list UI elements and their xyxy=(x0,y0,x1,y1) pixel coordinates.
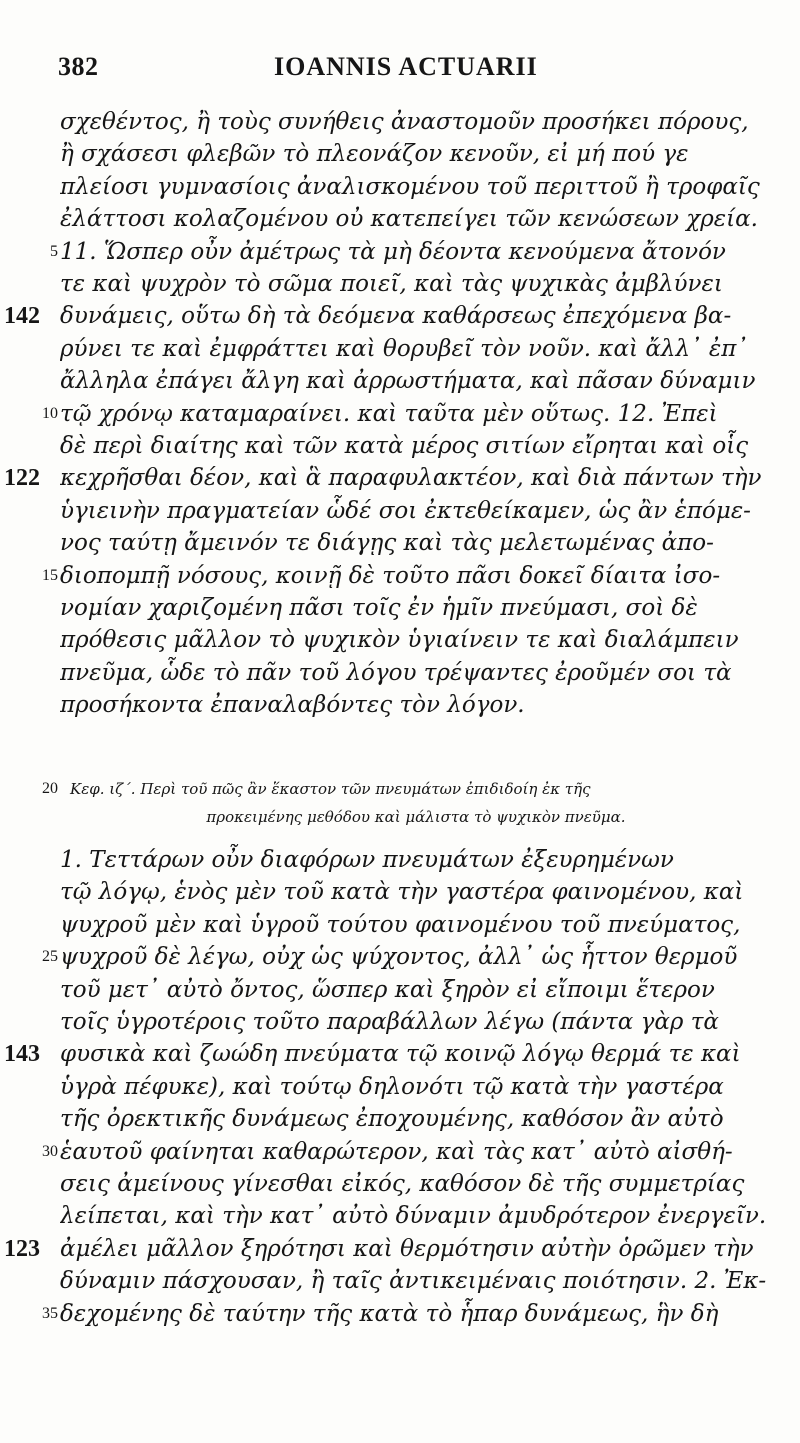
margin-page-reference: 142 xyxy=(4,303,40,330)
text-line-content: φυσικὰ καὶ ζωώδη πνεύματα τῷ κοινῷ λόγῳ θερμά τε καὶ xyxy=(60,1041,741,1068)
text-line-content: τοῦ μετ᾽ αὐτὸ ὄντος, ὥσπερ καὶ ξηρὸν εἰ εἴποιμι ἕτερον xyxy=(60,976,715,1003)
text-line xyxy=(60,657,772,689)
text-line-content: δεχομένης δὲ ταύτην τῆς κατὰ τὸ ἧπαρ δυνάμεως, ἣν δὴ xyxy=(60,1300,719,1327)
text-line xyxy=(60,1006,772,1038)
text-line xyxy=(60,495,772,527)
text-line-content: τοῖς ὑγροτέροις τοῦτο παραβάλλων λέγω (πάντα γὰρ τὰ xyxy=(60,1009,719,1035)
margin-page-reference: 122 xyxy=(4,465,40,492)
text-line-content: ἐλάττοσι κολαζομένου οὐ κατεπείγει τῶν κενώσεων χρεία. xyxy=(60,206,758,233)
text-line-content: ἀμέλει μᾶλλον ξηρότησι καὶ θερμότησιν αὐτὴν ὁρῶμεν τὴν xyxy=(60,1235,754,1262)
text-line xyxy=(60,974,772,1006)
text-line-content: πνεῦμα, ὧδε τὸ πᾶν τοῦ λόγου τρέψαντες ἐροῦμέν σοι τὰ xyxy=(60,659,732,686)
text-line-content: ψυχροῦ δὲ λέγω, οὐχ ὡς ψύχοντος, ἀλλ᾽ ὡς ἧττον θερμοῦ xyxy=(60,944,738,971)
text-line xyxy=(60,1200,772,1232)
text-line xyxy=(60,1136,772,1168)
line-number: 5 xyxy=(50,242,58,260)
text-line xyxy=(60,941,772,973)
text-line xyxy=(60,430,772,462)
text-line xyxy=(60,876,772,908)
text-line-content: σεις ἀμείνους γίνεσθαι εἰκός, καθόσον δὲ τῆς συμμετρίας xyxy=(60,1171,745,1197)
page-number: 382 xyxy=(58,52,99,81)
margin-page-reference: 143 xyxy=(4,1041,40,1068)
text-line xyxy=(60,1103,772,1135)
text-line-content: τῆς ὀρεκτικῆς δυνάμεως ἐποχουμένης, καθόσον ἂν αὐτὸ xyxy=(60,1106,724,1133)
text-line xyxy=(60,560,772,592)
text-line xyxy=(60,171,772,203)
page-header xyxy=(58,52,760,92)
text-line xyxy=(60,268,772,300)
text-line xyxy=(60,1298,772,1330)
text-line xyxy=(60,527,772,559)
text-line xyxy=(60,203,772,235)
line-number: 30 xyxy=(42,1142,58,1160)
text-line-content: ὑγρὰ πέφυκε), καὶ τούτῳ δηλονότι τῷ κατὰ τὴν γαστέρα xyxy=(60,1073,724,1100)
text-line xyxy=(60,1071,772,1103)
text-line xyxy=(60,138,772,170)
text-line xyxy=(60,624,772,656)
text-line xyxy=(60,1038,772,1070)
text-line xyxy=(60,333,772,365)
text-line-content: ρύνει τε καὶ ἐμφράττει καὶ θορυβεῖ τὸν νοῦν. καὶ ἄλλ᾽ ἐπ᾽ xyxy=(60,335,748,362)
line-number: 10 xyxy=(42,404,58,422)
text-line-content: πλείοσι γυμνασίοις ἀναλισκομένου τοῦ περιττοῦ ἢ τροφαῖς xyxy=(60,173,760,200)
text-line-content: λείπεται, καὶ τὴν κατ᾽ αὐτὸ δύναμιν ἀμυδρότερον ἐνεργεῖν. xyxy=(60,1203,767,1230)
text-line xyxy=(60,398,772,430)
line-number: 15 xyxy=(42,566,58,584)
text-line xyxy=(60,106,772,138)
text-line-content: 1. Τεττάρων οὖν διαφόρων πνευμάτων ἐξευρημένων xyxy=(60,847,674,873)
line-number: 25 xyxy=(42,948,58,966)
text-line xyxy=(60,300,772,332)
text-line-content: κεχρῆσθαι δέον, καὶ ἃ παραφυλακτέον, καὶ διὰ πάντων τὴν xyxy=(60,465,762,492)
text-line-content: νομίαν χαριζομένη πᾶσι τοῖς ἐν ἡμῖν πνεύμασι, σοὶ δὲ xyxy=(60,595,698,621)
text-line-content: ψυχροῦ μὲν καὶ ὑγροῦ τούτου φαινομένου τοῦ πνεύματος, xyxy=(60,911,741,938)
text-line-content: διοπομπῇ νόσους, κοινῇ δὲ τοῦτο πᾶσι δοκεῖ δίαιτα ἰσο- xyxy=(60,562,721,589)
text-line-content: 11. Ὥσπερ οὖν ἀμέτρως τὰ μὴ δέοντα κενούμενα ἄτονόν xyxy=(60,238,726,265)
text-line xyxy=(60,1265,772,1297)
text-line-content: νος ταύτῃ ἄμεινόν τε διάγῃς καὶ τὰς μελετωμένας ἀπο- xyxy=(60,530,714,557)
text-line xyxy=(60,1168,772,1200)
text-line-content: τῷ λόγῳ, ἑνὸς μὲν τοῦ κατὰ τὴν γαστέρα φαινομένου, καὶ xyxy=(60,879,744,906)
text-line-content: δυνάμεις, οὕτω δὴ τὰ δεόμενα καθάρσεως ἐπεχόμενα βα- xyxy=(60,303,732,330)
line-number: 35 xyxy=(42,1304,58,1322)
running-head: IOANNIS ACTUARII xyxy=(274,52,538,81)
margin-page-reference: 123 xyxy=(4,1235,40,1262)
text-line-content: τε καὶ ψυχρὸν τὸ σῶμα ποιεῖ, καὶ τὰς ψυχικὰς ἀμβλύνει xyxy=(60,271,723,297)
text-line-content: πρόθεσις μᾶλλον τὸ ψυχικὸν ὑγιαίνειν τε καὶ διαλάμπειν xyxy=(60,627,739,654)
text-line-content: προσήκοντα ἐπαναλαβόντες τὸν λόγον. xyxy=(60,692,525,719)
text-line xyxy=(60,592,772,624)
text-line xyxy=(60,236,772,268)
text-line xyxy=(60,689,772,721)
line-number: 20 xyxy=(42,780,58,797)
text-line xyxy=(60,462,772,494)
text-line-content: δὲ περὶ διαίτης καὶ τῶν κατὰ μέρος σιτίων εἴρηται καὶ οἷς xyxy=(60,433,749,459)
text-line-content: ἢ σχάσεσι φλεβῶν τὸ πλεονάζον κενοῦν, εἰ μή πού γε xyxy=(60,141,689,168)
chapter-heading-continued: προκειμένης μεθόδου καὶ μάλιστα τὸ ψυχικὸν πνεῦμα. xyxy=(206,808,626,826)
text-line-content: ἑαυτοῦ φαίνηται καθαρώτερον, καὶ τὰς κατ᾽ αὐτὸ αἰσθή- xyxy=(60,1138,733,1165)
text-line xyxy=(60,844,772,876)
text-line xyxy=(60,1233,772,1265)
text-line-content: τῷ χρόνῳ καταμαραίνει. καὶ ταῦτα μὲν οὕτως. 12. Ἐπεὶ xyxy=(60,400,718,427)
chapter-heading: Κεφ. ιζ΄. Περὶ τοῦ πῶς ἂν ἕκαστον τῶν πνευμάτων ἐπιδιδοίη ἐκ τῆς xyxy=(70,780,591,798)
text-line-content: ἄλληλα ἐπάγει ἄλγη καὶ ἀρρωστήματα, καὶ πᾶσαν δύναμιν xyxy=(60,368,756,395)
text-line xyxy=(60,365,772,397)
text-line-content: δύναμιν πάσχουσαν, ἢ ταῖς ἀντικειμέναις ποιότησιν. 2. Ἐκ- xyxy=(60,1268,767,1295)
text-line-content: σχεθέντος, ἢ τοὺς συνήθεις ἀναστομοῦν προσήκει πόρους, xyxy=(60,109,749,135)
text-line xyxy=(60,909,772,941)
text-line-content: ὑγιεινὴν πραγματείαν ὧδέ σοι ἐκτεθείκαμεν, ὡς ἂν ἑπόμε- xyxy=(60,497,751,524)
